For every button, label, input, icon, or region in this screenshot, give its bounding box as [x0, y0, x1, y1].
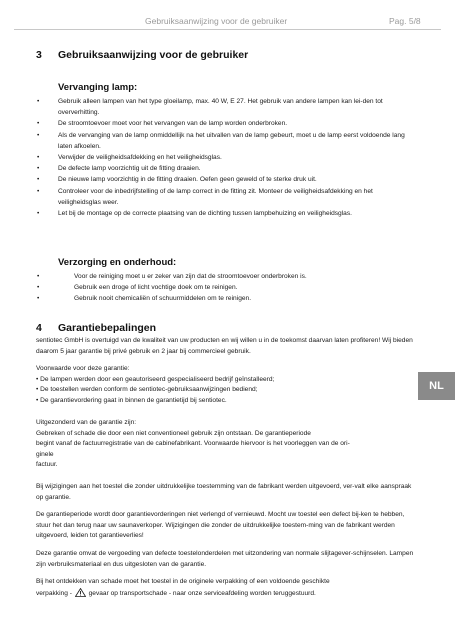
warranty-damage: Bij het ontdekken van schade moet het toestel in de originele verpakking of een voldoende geschikte verpakking - gevaar op transportschade - naar onze serviceafdeling worden teruggestuurd. [36, 578, 330, 597]
list-item: • Voor de reiniging moet u er zeker van zijn dat de stroomtoevoer onderbroken is. [37, 273, 307, 280]
language-tab[interactable]: NL [418, 372, 455, 400]
list-item: • Verwijder de veiligheidsafdekking en het veiligheidsglas. [37, 154, 222, 162]
lamp-replacement-heading: Vervanging lamp: [58, 82, 138, 93]
list-item: • Gebruik een droge of licht vochtige doek om te reinigen. [37, 284, 238, 292]
list-item: • Let bij de montage op de correcte plaatsing van de dichting tussen lampbehuizing en veiligheidsglas. [37, 210, 352, 218]
care-maintenance-heading: Verzorging en onderhoud: [58, 257, 177, 268]
list-item: • De stroomtoevoer moet voor het vervangen van de lamp worden onderbroken. [37, 120, 288, 128]
section-title: Garantiebepalingen [58, 322, 157, 334]
section-number: 3 [36, 49, 42, 61]
warranty-intro: sentiotec GmbH is overtuigd van de kwaliteit van uw producten en wij willen u in de toekomst daarvan laten profiteren! Wij bieden daarom 5 jaar garantie bij privé gebruik en 2 jaar bij commercieel gebruik. [36, 337, 413, 355]
page-header [0, 16, 455, 30]
list-item: • De nieuwe lamp voorzichtig in de fitting draaien. Oefen geen geweld of te sterke druk uit. [37, 176, 317, 184]
warranty-scope: Deze garantie omvat de vergoeding van defecte toestelonderdelen met uitzondering van normale slijtagever-schijnselen. Lampen zijn verbruiksmateriaal en dus uitgesloten van de garantie. [36, 550, 414, 568]
list-item: • Als de vervanging van de lamp onmiddellijk na het uitvallen van de lamp gebeurt, moet u de lamp eerst voldoende lang laten afkoelen. [37, 131, 405, 150]
care-maintenance-list [0, 271, 455, 305]
warranty-modifications: Bij wijzigingen aan het toestel die zonder uitdrukkelijke toestemming van de fabrikant werden uitgevoerd, ver-valt elke aanspraak op garantie. [36, 483, 412, 501]
warning-triangle-icon [75, 588, 86, 597]
page-number: Pag. 5/8 [389, 16, 421, 26]
section-title: Gebruiksaanwijzing voor de gebruiker [58, 49, 249, 61]
list-item: • Gebruik nooit chemicaliën of schuurmiddelen om te reinigen. [37, 295, 252, 303]
warranty-exceptions: Uitgezonderd van de garantie zijn: Gebreken of schade die door een niet conventioneel gebruik zijn ontstaan. De garantieperiode begint vanaf de factuurregistratie van de cabinefabrikant. Voorwaarde hiervoor is het voorleggen van de ori- ginele factuur. [36, 419, 350, 469]
list-item: • Controleer voor de inbedrijfstelling of de lamp correct in de fitting zit. Monteer de veiligheidsafdekking en het veiligheidsglas weer. [37, 187, 373, 206]
list-item: • Gebruik alleen lampen van het type gloeilamp, max. 40 W, E 27. Het gebruik van andere lampen kan lei-den tot oververhitting. [37, 98, 383, 117]
lamp-replacement-list [0, 96, 455, 219]
section-number: 4 [36, 322, 42, 334]
warranty-conditions: Voorwaarde voor deze garantie: • De lampen werden door een geautoriseerd gespecialiseerd bedrijf geïnstalleerd; • De toestellen werden conform de sentiotec-gebruiksaanwijzingen bediend; • De garantievordering gaat in binnen de garantietijd bij sentiotec. [36, 365, 275, 404]
header-divider [14, 29, 441, 30]
warranty-period: De garantieperiode wordt door garantievorderingen niet verlengd of vernieuwd. Mocht uw toestel een defect bij-ken te hebben, stuur het dan terug naar uw saunaverkoper. Wijzigingen die zonder de uitdrukkelijke toestem-ming van de fabrikant werden uitgevoerd, leiden tot garantieverlies! [36, 511, 405, 540]
list-item: • De defecte lamp voorzichtig uit de fitting draaien. [37, 165, 201, 173]
header-title: Gebruiksaanwijzing voor de gebruiker [145, 16, 288, 26]
